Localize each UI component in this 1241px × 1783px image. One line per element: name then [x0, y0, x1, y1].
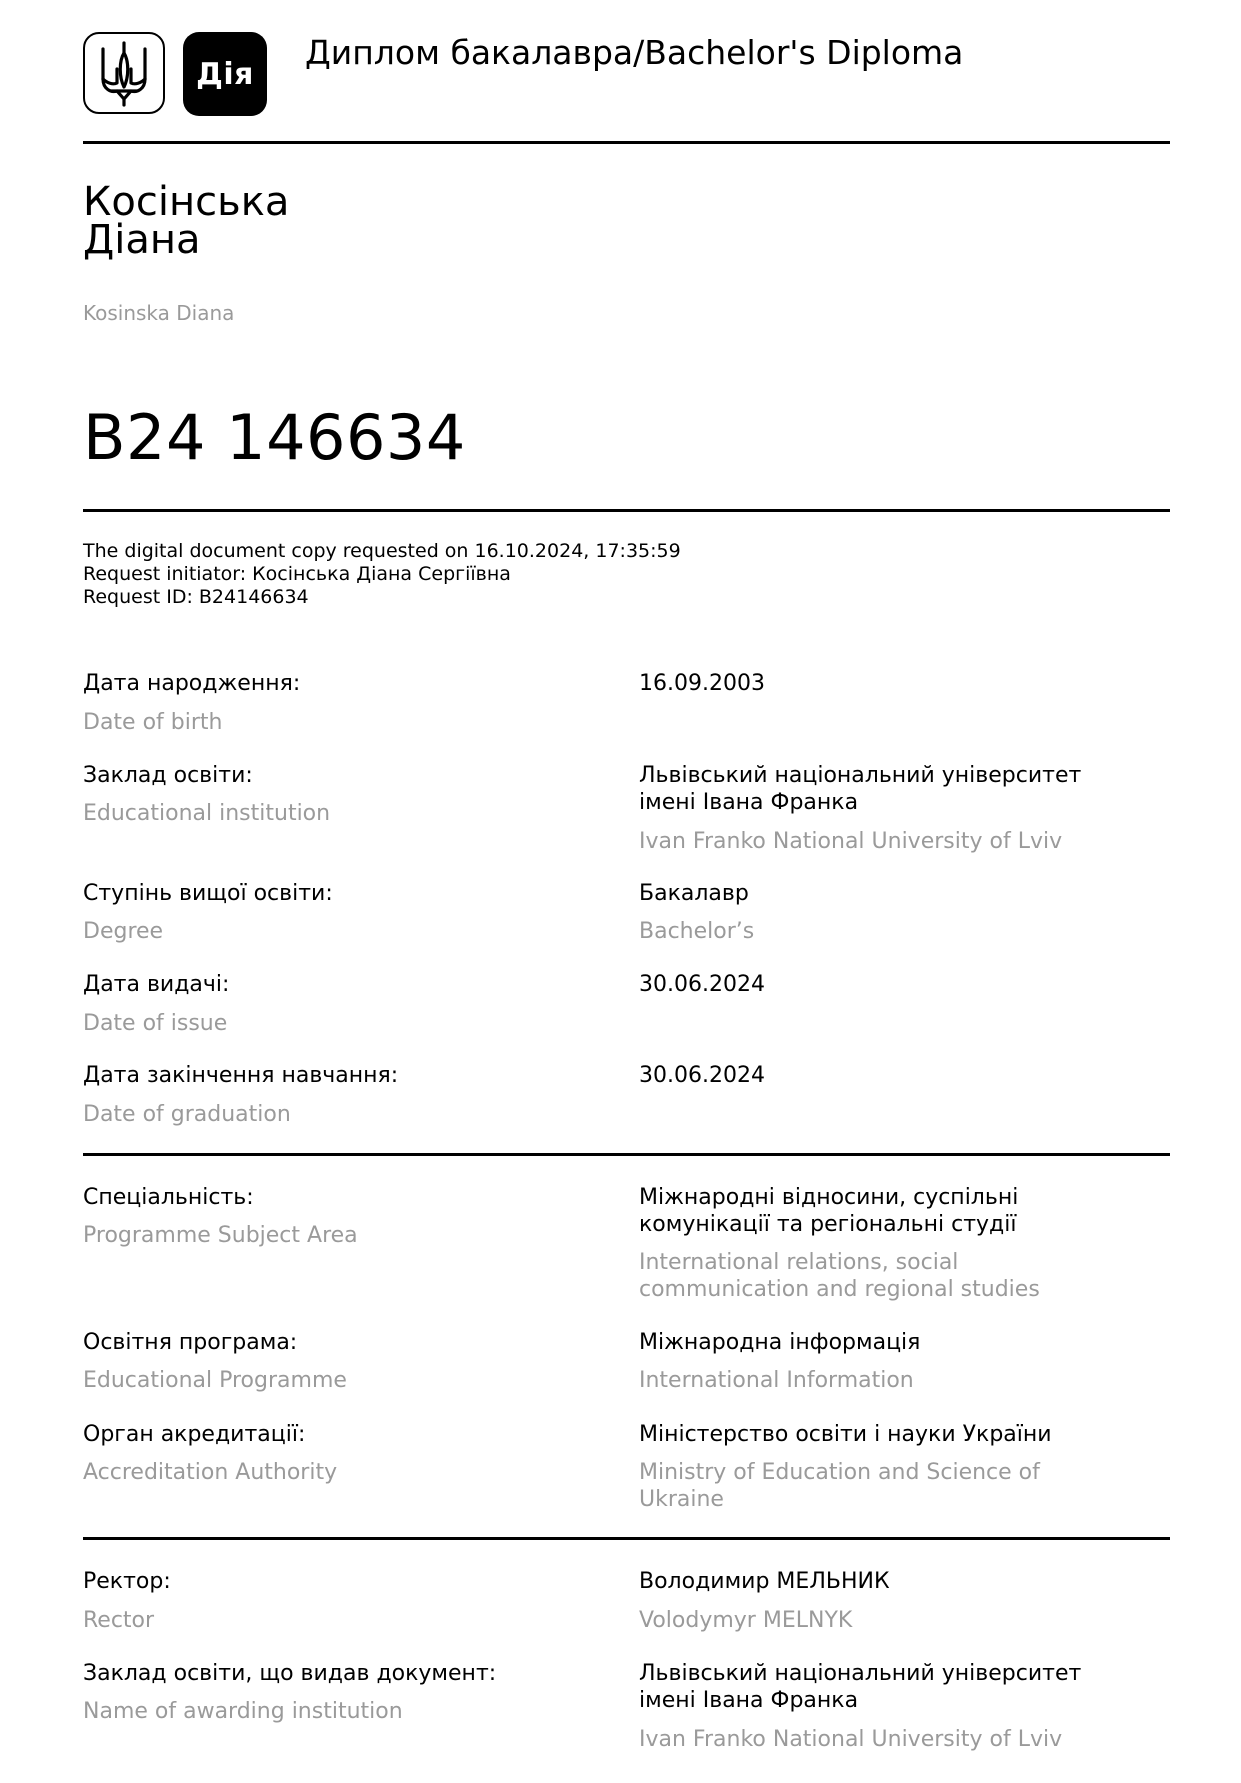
specialty-label: Спеціальність:	[83, 1185, 254, 1210]
institution-value-line: імені Івана Франка	[639, 790, 859, 815]
programme-value: Міжнародна інформація	[639, 1330, 921, 1355]
degree-value: Бакалавр	[639, 881, 749, 906]
accreditation-value-en	[639, 1459, 1159, 1513]
tryzub-icon-shape	[97, 39, 151, 107]
document-number: B24 146634	[83, 401, 466, 474]
specialty-value-en-line: communication and regional studies	[639, 1277, 1040, 1302]
accreditation-value-en-line: Ukraine	[639, 1487, 724, 1512]
institution-value	[639, 762, 1159, 816]
awarding-value-line: імені Івана Франка	[639, 1688, 859, 1713]
degree-value-en: Bachelor’s	[639, 919, 755, 944]
programme-label: Освітня програма:	[83, 1330, 298, 1355]
accreditation-value: Міністерство освіти і науки України	[639, 1422, 1052, 1447]
institution-value-en: Ivan Franko National University of Lviv	[639, 829, 1063, 854]
awarding-value-line: Львівський національний університет	[639, 1661, 1082, 1686]
degree-label: Ступінь вищої освіти:	[83, 881, 333, 906]
holder-name-en: Kosinska Diana	[83, 301, 235, 325]
specialty-label-en: Programme Subject Area	[83, 1223, 358, 1248]
issue-label: Дата видачі:	[83, 972, 230, 997]
holder-name-uk	[83, 179, 290, 263]
specialty-value-en	[639, 1249, 1159, 1303]
birth-value: 16.09.2003	[639, 671, 765, 696]
programme-label-en: Educational Programme	[83, 1368, 347, 1393]
accreditation-label-en: Accreditation Authority	[83, 1460, 338, 1485]
holder-surname: Косінська	[83, 179, 290, 225]
document-title: Диплом бакалавра/Bachelor's Diploma	[305, 33, 964, 72]
issue-value: 30.06.2024	[639, 972, 765, 997]
institution-value-line: Львівський національний університет	[639, 763, 1082, 788]
specialty-value-line: комунікації та регіональні студії	[639, 1212, 1017, 1237]
issue-label-en: Date of issue	[83, 1011, 228, 1036]
accreditation-label: Орган акредитації:	[83, 1422, 306, 1447]
tryzub-icon	[83, 32, 165, 114]
request-initiator: Request initiator: Косінська Діана Сергіївна	[83, 563, 511, 585]
institution-label: Заклад освіти:	[83, 763, 253, 788]
awarding-value-en: Ivan Franko National University of Lviv	[639, 1727, 1063, 1752]
diia-logo: Дія	[183, 32, 267, 116]
accreditation-value-en-line: Ministry of Education and Science of	[639, 1460, 1040, 1485]
rector-label-en: Rector	[83, 1608, 155, 1633]
request-id: Request ID: B24146634	[83, 586, 309, 608]
awarding-label: Заклад освіти, що видав документ:	[83, 1661, 497, 1686]
rector-value: Володимир МЕЛЬНИК	[639, 1569, 890, 1594]
awarding-value	[639, 1660, 1159, 1714]
divider	[83, 509, 1170, 512]
graduation-label-en: Date of graduation	[83, 1102, 291, 1127]
awarding-label-en: Name of awarding institution	[83, 1699, 403, 1724]
degree-label-en: Degree	[83, 919, 164, 944]
specialty-value-en-line: International relations, social	[639, 1250, 959, 1275]
graduation-value: 30.06.2024	[639, 1063, 765, 1088]
graduation-label: Дата закінчення навчання:	[83, 1063, 399, 1088]
document-header	[83, 32, 1170, 118]
specialty-value	[639, 1184, 1159, 1238]
holder-given-name: Діана	[83, 217, 201, 263]
birth-label-en: Date of birth	[83, 710, 223, 735]
request-date: The digital document copy requested on 16.10.2024, 17:35:59	[83, 540, 681, 562]
specialty-value-line: Міжнародні відносини, суспільні	[639, 1185, 1019, 1210]
birth-label: Дата народження:	[83, 671, 301, 696]
request-info	[83, 540, 681, 609]
institution-label-en: Educational institution	[83, 801, 331, 826]
divider	[83, 141, 1170, 144]
rector-value-en: Volodymyr MELNYK	[639, 1608, 853, 1633]
programme-value-en: International Information	[639, 1368, 914, 1393]
rector-label: Ректор:	[83, 1569, 171, 1594]
divider	[83, 1153, 1170, 1156]
divider	[83, 1537, 1170, 1540]
